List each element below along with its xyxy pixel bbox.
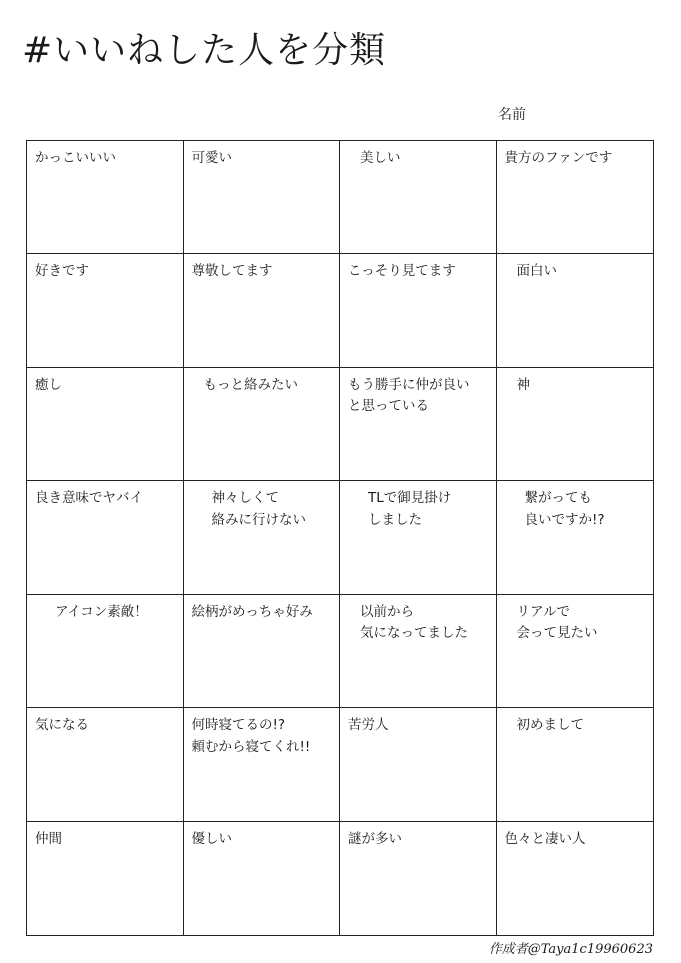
- grid-cell: 以前から 気になってました: [340, 595, 497, 708]
- grid-cell: TLで御見掛け しました: [340, 481, 497, 594]
- grid-cell: 繋がっても 良いですか!?: [497, 481, 654, 594]
- grid-cell: 貴方のファンです: [497, 141, 654, 254]
- grid-cell: こっそり見てます: [340, 254, 497, 367]
- grid-cell: 優しい: [184, 822, 341, 935]
- grid-cell: 美しい: [340, 141, 497, 254]
- grid-cell: 神: [497, 368, 654, 481]
- grid-cell: 良き意味でヤバイ: [27, 481, 184, 594]
- grid-cell: かっこいいい: [27, 141, 184, 254]
- grid-cell: 尊敬してます: [184, 254, 341, 367]
- grid-cell: 可愛い: [184, 141, 341, 254]
- grid-cell: 謎が多い: [340, 822, 497, 935]
- grid-cell: 色々と凄い人: [504, 830, 586, 847]
- grid-cell: 仲間: [27, 822, 184, 935]
- grid-cell: もっと絡みたい: [184, 368, 341, 481]
- grid-cell: 好きです: [27, 254, 184, 367]
- grid-cell: 癒し: [27, 368, 184, 481]
- grid-cell: 苦労人: [340, 708, 497, 821]
- category-grid: [26, 140, 654, 936]
- name-label: 名前: [498, 107, 526, 123]
- grid-cell: もう勝手に仲が良い と思っている: [340, 368, 497, 481]
- grid-cell: 神々しくて 絡みに行けない: [184, 481, 341, 594]
- grid-cell: 初めまして: [497, 708, 654, 821]
- grid-cell: 何時寝てるの!? 頼むから寝てくれ!!: [184, 708, 341, 821]
- author-credit: 作成者@Taya1c19960623: [488, 942, 653, 957]
- grid-cell: アイコン素敵！: [27, 595, 184, 708]
- grid-cell: 面白い: [497, 254, 654, 367]
- grid-cell: リアルで 会って見たい: [497, 595, 654, 708]
- grid-cell: 絵柄がめっちゃ好み: [184, 595, 341, 708]
- grid-cell: 気になる: [27, 708, 184, 821]
- page-title: #いいねした人を分類: [22, 30, 387, 71]
